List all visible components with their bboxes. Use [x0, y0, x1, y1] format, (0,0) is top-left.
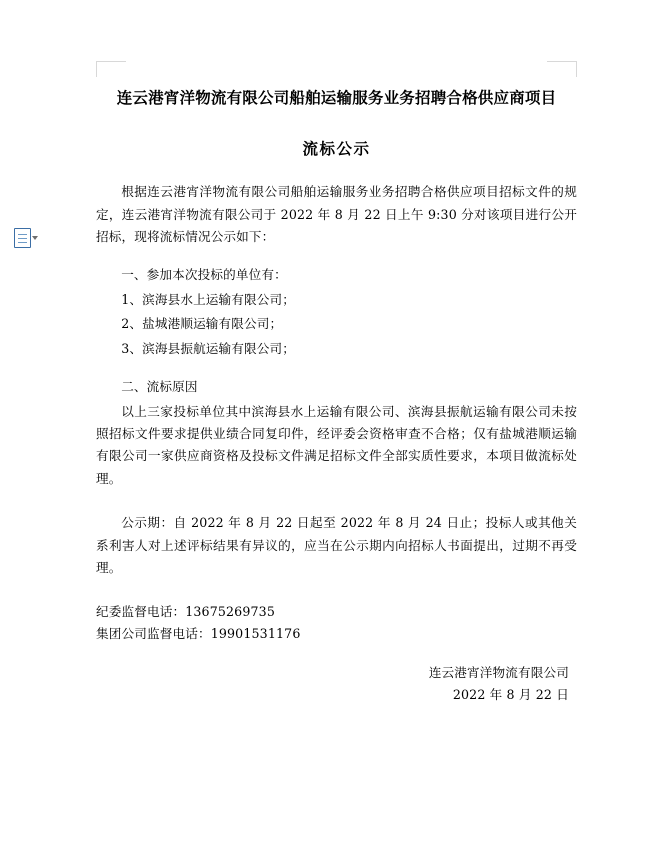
signature-date: 2022 年 8 月 22 日 [452, 686, 569, 702]
signature-org: 连云港宵洋物流有限公司 [428, 665, 569, 681]
contact-group-phone: 集团公司监督电话：19901531176 [96, 625, 301, 641]
notice-period: 公示期：自 2022 年 8 月 22 日起至 2022 年 8 月 24 日止；投标人或其他关系利害人对上述评标结果有异议的，应当在公示期内向招标人书面提出，过期不再受理。 [96, 515, 577, 575]
margin-guide-top-right-horizontal [547, 61, 577, 62]
margin-guide-top-right-vertical [576, 61, 577, 77]
object-anchor-widget[interactable] [14, 228, 44, 248]
list-item: 1、滨海县水上运输有限公司； [121, 291, 296, 307]
list-item: 2、盐城港顺运输有限公司； [121, 316, 283, 332]
chevron-down-icon[interactable] [32, 236, 38, 240]
section-two-heading: 二、流标原因 [121, 379, 198, 395]
margin-guide-top-left-vertical [96, 61, 97, 77]
paragraph-intro: 根据连云港宵洋物流有限公司船舶运输服务业务招聘合格供应项目招标文件的规定，连云港宵洋物流有限公司于 2022 年 8 月 22 日上午 9:30 分对该项目进行公开招标，现将流标情况公示如下： [96, 184, 577, 245]
list-item: 3、滨海县振航运输有限公司； [121, 340, 296, 356]
section-two-body: 以上三家投标单位其中滨海县水上运输有限公司、滨海县振航运输有限公司未按照招标文件要求提供业绩合同复印件，经评委会资格审查不合格；仅有盐城港顺运输有限公司一家供应商资格及投标文件满足招标文件全部实质性要求，本项目做流标处理。 [96, 403, 577, 486]
signature-block [96, 662, 577, 705]
page-title: 连云港宵洋物流有限公司船舶运输服务业务招聘合格供应商项目 [116, 88, 557, 107]
page-subtitle: 流标公示 [302, 139, 371, 159]
contact-discipline-phone: 纪委监督电话：13675269735 [96, 604, 275, 620]
section-one-heading: 一、参加本次投标的单位有： [121, 267, 287, 283]
margin-guide-top-left-horizontal [96, 61, 126, 62]
document-body [96, 76, 577, 705]
document-object-icon [14, 228, 31, 248]
